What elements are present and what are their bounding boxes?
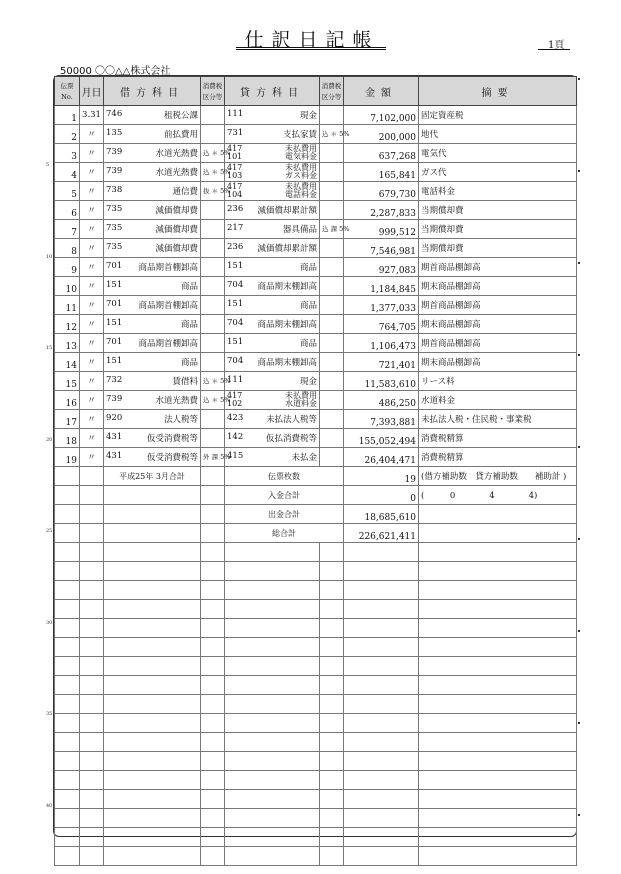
amount: 679,730 [344, 182, 419, 201]
debit-tax: 抜 ＊ 5% [201, 182, 225, 201]
credit-tax: 込 課 5% [320, 220, 344, 239]
col-amount: 金額 [344, 77, 419, 106]
summary-period [104, 486, 201, 505]
debit-tax [201, 410, 225, 429]
table-row [55, 372, 577, 391]
summary-row [55, 524, 577, 543]
memo: 地代 [419, 125, 577, 144]
empty-row [55, 581, 577, 600]
credit-account: 704 商品期末棚卸高 [225, 277, 320, 296]
credit-account: 417 未払費用 101 電気料金 [225, 144, 320, 163]
slip-date: 〃 [80, 448, 104, 467]
summary-label: 伝票枚数 [225, 467, 344, 486]
blank [201, 524, 225, 543]
debit-tax [201, 277, 225, 296]
page-number: 1頁 [548, 40, 565, 51]
blank [55, 524, 80, 543]
debit-tax [201, 334, 225, 353]
slip-no: 6 [55, 201, 80, 220]
empty-row [55, 809, 577, 828]
credit-account: 417 未払費用 102 水道料金 [225, 391, 320, 410]
debit-tax [201, 106, 225, 125]
summary-row [55, 505, 577, 524]
credit-tax [320, 239, 344, 258]
summary-memo: ( 0 4 4) [419, 486, 577, 505]
blank [80, 505, 104, 524]
credit-tax [320, 334, 344, 353]
empty-row [55, 657, 577, 676]
amount: 200,000 [344, 125, 419, 144]
amount: 165,841 [344, 163, 419, 182]
amount: 11,583,610 [344, 372, 419, 391]
credit-account: 236 減価償却累計額 [225, 201, 320, 220]
credit-tax [320, 429, 344, 448]
amount: 1,184,845 [344, 277, 419, 296]
margin-dot [578, 538, 580, 540]
debit-tax [201, 125, 225, 144]
table-row [55, 410, 577, 429]
memo: 期首商品棚卸高 [419, 296, 577, 315]
page-title: 仕訳日記帳 [244, 29, 380, 51]
title-underline [236, 47, 386, 48]
company-name: 50000 〇〇△△株式会社 [60, 66, 171, 77]
table-row [55, 334, 577, 353]
debit-account: 701 商品期首棚卸高 [104, 296, 201, 315]
credit-tax [320, 410, 344, 429]
col-no: 伝票No. [55, 77, 80, 106]
line-number: 20 [46, 436, 53, 443]
debit-account: 431 仮受消費税等 [104, 429, 201, 448]
credit-tax [320, 182, 344, 201]
credit-tax [320, 106, 344, 125]
amount: 927,083 [344, 258, 419, 277]
line-number: 15 [46, 345, 53, 352]
credit-account: 151 商品 [225, 334, 320, 353]
debit-tax [201, 315, 225, 334]
amount: 7,102,000 [344, 106, 419, 125]
slip-date: 〃 [80, 201, 104, 220]
debit-account: 739 水道光熱費 [104, 163, 201, 182]
table-row [55, 144, 577, 163]
memo: 固定資産税 [419, 106, 577, 125]
table-row [55, 258, 577, 277]
empty-row [55, 543, 577, 562]
debit-account: 701 商品期首棚卸高 [104, 334, 201, 353]
table-row [55, 201, 577, 220]
amount: 1,106,473 [344, 334, 419, 353]
table-row [55, 163, 577, 182]
empty-row [55, 619, 577, 638]
slip-no: 7 [55, 220, 80, 239]
amount: 486,250 [344, 391, 419, 410]
debit-account: 735 減価償却費 [104, 201, 201, 220]
debit-account: 739 水道光熱費 [104, 144, 201, 163]
slip-no: 3 [55, 144, 80, 163]
summary-label: 総合計 [225, 524, 344, 543]
credit-tax [320, 391, 344, 410]
credit-account: 417 未払費用 104 電話料金 [225, 182, 320, 201]
empty-row [55, 600, 577, 619]
table-row [55, 296, 577, 315]
debit-account: 739 水道光熱費 [104, 391, 201, 410]
margin-dot [578, 170, 580, 172]
slip-date: 〃 [80, 296, 104, 315]
credit-tax [320, 144, 344, 163]
memo: 未払法人税・住民税・事業税 [419, 410, 577, 429]
debit-tax [201, 220, 225, 239]
blank [55, 467, 80, 486]
summary-memo [419, 524, 577, 543]
slip-date: 〃 [80, 239, 104, 258]
empty-row [55, 676, 577, 695]
debit-tax [201, 239, 225, 258]
slip-no: 19 [55, 448, 80, 467]
slip-date: 〃 [80, 258, 104, 277]
blank [55, 486, 80, 505]
memo: 期首商品棚卸高 [419, 334, 577, 353]
slip-no: 8 [55, 239, 80, 258]
summary-row [55, 467, 577, 486]
empty-row [55, 752, 577, 771]
debit-account: 735 減価償却費 [104, 239, 201, 258]
table-row [55, 391, 577, 410]
blank [201, 505, 225, 524]
credit-account: 151 商品 [225, 296, 320, 315]
debit-tax: 外 課 5% [201, 448, 225, 467]
title-underline-2 [236, 49, 386, 50]
table-row [55, 429, 577, 448]
summary-memo [419, 505, 577, 524]
credit-tax [320, 258, 344, 277]
col-memo: 摘要 [419, 77, 577, 106]
table-row [55, 353, 577, 372]
credit-tax [320, 201, 344, 220]
debit-account: 735 減価償却費 [104, 220, 201, 239]
slip-no: 10 [55, 277, 80, 296]
summary-row [55, 486, 577, 505]
blank [201, 467, 225, 486]
debit-account: 732 賃借料 [104, 372, 201, 391]
empty-row [55, 562, 577, 581]
empty-row [55, 828, 577, 847]
slip-date: 〃 [80, 410, 104, 429]
memo: 電気代 [419, 144, 577, 163]
credit-tax [320, 315, 344, 334]
empty-row [55, 638, 577, 657]
memo: 期末商品棚卸高 [419, 353, 577, 372]
debit-tax: 込 ＊ 5% [201, 391, 225, 410]
slip-no: 17 [55, 410, 80, 429]
credit-tax [320, 163, 344, 182]
credit-account: 704 商品期末棚卸高 [225, 353, 320, 372]
margin-dot [578, 630, 580, 632]
blank [201, 486, 225, 505]
table-row [55, 239, 577, 258]
slip-date: 〃 [80, 372, 104, 391]
empty-row [55, 695, 577, 714]
debit-account: 151 商品 [104, 353, 201, 372]
memo: 消費税精算 [419, 429, 577, 448]
debit-tax: 込 ＊ 5% [201, 163, 225, 182]
slip-no: 16 [55, 391, 80, 410]
debit-account: 701 商品期首棚卸高 [104, 258, 201, 277]
slip-no: 18 [55, 429, 80, 448]
slip-no: 11 [55, 296, 80, 315]
debit-account: 746 租税公課 [104, 106, 201, 125]
empty-row [55, 714, 577, 733]
credit-account: 236 減価償却累計額 [225, 239, 320, 258]
table-row [55, 220, 577, 239]
amount: 637,268 [344, 144, 419, 163]
credit-account: 111 現金 [225, 106, 320, 125]
empty-row [55, 733, 577, 752]
summary-label: 入金合計 [225, 486, 344, 505]
slip-no: 4 [55, 163, 80, 182]
journal-table [54, 76, 577, 866]
slip-no: 15 [55, 372, 80, 391]
slip-date: 〃 [80, 353, 104, 372]
credit-account: 217 器具備品 [225, 220, 320, 239]
memo: リース料 [419, 372, 577, 391]
slip-date: 〃 [80, 315, 104, 334]
credit-tax [320, 277, 344, 296]
credit-account: 151 商品 [225, 258, 320, 277]
debit-account: 151 商品 [104, 277, 201, 296]
memo: 電話料金 [419, 182, 577, 201]
table-row [55, 125, 577, 144]
debit-account: 135 前払費用 [104, 125, 201, 144]
slip-date: 〃 [80, 429, 104, 448]
line-number: 25 [46, 528, 53, 535]
debit-tax [201, 296, 225, 315]
table-row [55, 277, 577, 296]
margin-dot [578, 354, 580, 356]
amount: 7,546,981 [344, 239, 419, 258]
margin-dot [578, 78, 580, 80]
summary-period [104, 524, 201, 543]
margin-dot [578, 814, 580, 816]
debit-account: 151 商品 [104, 315, 201, 334]
memo: 当期償却費 [419, 201, 577, 220]
credit-tax [320, 353, 344, 372]
slip-date: 〃 [80, 182, 104, 201]
summary-label: 出金合計 [225, 505, 344, 524]
amount: 999,512 [344, 220, 419, 239]
amount: 155,052,494 [344, 429, 419, 448]
slip-date: 〃 [80, 163, 104, 182]
summary-period [104, 505, 201, 524]
amount: 721,401 [344, 353, 419, 372]
table-row [55, 182, 577, 201]
memo: 期末商品棚卸高 [419, 277, 577, 296]
memo: 水道料金 [419, 391, 577, 410]
margin-dot [578, 722, 580, 724]
col-credit: 貸方科目 [225, 77, 320, 106]
debit-account: 431 仮受消費税等 [104, 448, 201, 467]
blank [80, 467, 104, 486]
table-row [55, 448, 577, 467]
credit-account: 415 未払金 [225, 448, 320, 467]
memo: 消費税精算 [419, 448, 577, 467]
amount: 764,705 [344, 315, 419, 334]
credit-account: 423 未払法人税等 [225, 410, 320, 429]
empty-row [55, 771, 577, 790]
summary-period: 平成25年 3月合計 [104, 467, 201, 486]
empty-row [55, 847, 577, 866]
blank [55, 505, 80, 524]
debit-account: 738 通信費 [104, 182, 201, 201]
line-number: 35 [46, 711, 53, 718]
slip-date: 3.31 [80, 106, 104, 125]
credit-tax [320, 296, 344, 315]
credit-tax: 込 ＊ 5% [320, 125, 344, 144]
credit-account: 111 現金 [225, 372, 320, 391]
slip-date: 〃 [80, 220, 104, 239]
debit-tax [201, 201, 225, 220]
credit-account: 731 支払家賃 [225, 125, 320, 144]
table-row [55, 106, 577, 125]
summary-value: 226,621,411 [344, 524, 419, 543]
credit-account: 142 仮払消費税等 [225, 429, 320, 448]
header-row [55, 77, 577, 106]
col-date: 月日 [80, 77, 104, 106]
slip-no: 1 [55, 106, 80, 125]
memo: 当期償却費 [419, 239, 577, 258]
line-number: 10 [46, 253, 53, 260]
debit-account: 920 法人税等 [104, 410, 201, 429]
slip-date: 〃 [80, 144, 104, 163]
summary-value: 0 [344, 486, 419, 505]
slip-no: 14 [55, 353, 80, 372]
credit-tax [320, 372, 344, 391]
col-debit: 借方科目 [104, 77, 201, 106]
blank [80, 486, 104, 505]
slip-date: 〃 [80, 125, 104, 144]
line-number: 40 [46, 802, 53, 809]
slip-no: 12 [55, 315, 80, 334]
summary-value: 18,685,610 [344, 505, 419, 524]
journal-ledger [53, 75, 577, 837]
memo: 期首商品棚卸高 [419, 258, 577, 277]
table-row [55, 315, 577, 334]
debit-tax: 込 ＊ 5% [201, 144, 225, 163]
debit-tax: 込 ＊ 5% [201, 372, 225, 391]
amount: 2,287,833 [344, 201, 419, 220]
credit-account: 417 未払費用 103 ガス料金 [225, 163, 320, 182]
slip-no: 2 [55, 125, 80, 144]
slip-date: 〃 [80, 334, 104, 353]
summary-value: 19 [344, 467, 419, 486]
slip-date: 〃 [80, 391, 104, 410]
slip-no: 9 [55, 258, 80, 277]
margin-dot [578, 262, 580, 264]
slip-no: 5 [55, 182, 80, 201]
slip-no: 13 [55, 334, 80, 353]
amount: 26,404,471 [344, 448, 419, 467]
margin-dot [578, 446, 580, 448]
blank [80, 524, 104, 543]
debit-tax [201, 429, 225, 448]
debit-tax [201, 258, 225, 277]
amount: 7,393,881 [344, 410, 419, 429]
memo: 当期償却費 [419, 220, 577, 239]
empty-row [55, 790, 577, 809]
slip-date: 〃 [80, 277, 104, 296]
memo: ガス代 [419, 163, 577, 182]
col-tax: 消費税区分等 [201, 77, 225, 106]
credit-account: 704 商品期末棚卸高 [225, 315, 320, 334]
debit-tax [201, 353, 225, 372]
summary-memo: (借方補助数 貸方補助数 補助計 ) [419, 467, 577, 486]
amount: 1,377,033 [344, 296, 419, 315]
line-number: 5 [46, 162, 50, 169]
line-number: 30 [46, 619, 53, 626]
col-tax2: 消費税区分等 [320, 77, 344, 106]
credit-tax [320, 448, 344, 467]
memo: 期末商品棚卸高 [419, 315, 577, 334]
page-underline [538, 49, 570, 50]
